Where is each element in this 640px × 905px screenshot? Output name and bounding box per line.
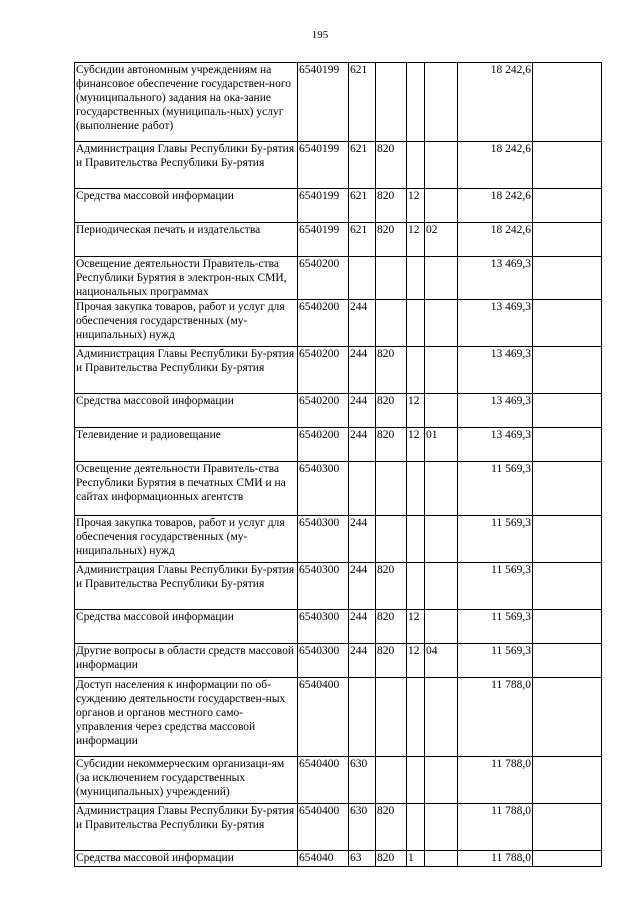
row-grbs: [376, 300, 407, 347]
row-grbs: 820: [376, 563, 407, 610]
row-name: Администрация Главы Республики Бу-рятия и Правительства Республики Бу-рятия: [75, 142, 298, 189]
row-rz: 12: [407, 610, 425, 644]
row-extra: [533, 300, 602, 347]
row-pr: [425, 347, 458, 394]
row-pr: [425, 462, 458, 516]
row-extra: [533, 347, 602, 394]
row-rz: [407, 757, 425, 804]
row-pr: [425, 563, 458, 610]
row-rz: [407, 462, 425, 516]
row-name: Прочая закупка товаров, работ и услуг для обеспечения государственных (му-ниципальных) нужд: [75, 300, 298, 347]
row-rz: 12: [407, 644, 425, 678]
row-amount: 11 788,0: [458, 678, 533, 757]
table-row: [75, 223, 602, 257]
table-row: [75, 462, 602, 516]
row-pr: [425, 142, 458, 189]
row-vr: 630: [349, 804, 376, 851]
row-name: Средства массовой информации: [75, 394, 298, 428]
row-code: 6540199: [298, 142, 349, 189]
row-grbs: 820: [376, 804, 407, 851]
row-rz: [407, 257, 425, 300]
row-name: Доступ населения к информации по об-суждению деятельности государствен-ных органов и органов местного само-управления через средства массовой информации: [75, 678, 298, 757]
table-row: [75, 300, 602, 347]
row-pr: [425, 516, 458, 563]
table-row: [75, 644, 602, 678]
table-row: [75, 189, 602, 223]
row-vr: 244: [349, 347, 376, 394]
row-rz: 12: [407, 189, 425, 223]
row-pr: [425, 851, 458, 867]
row-amount: 11 788,0: [458, 851, 533, 867]
row-extra: [533, 610, 602, 644]
table-row: [75, 257, 602, 300]
row-name: Прочая закупка товаров, работ и услуг для обеспечения государственных (му-ниципальных) нужд: [75, 516, 298, 563]
row-extra: [533, 462, 602, 516]
row-extra: [533, 644, 602, 678]
row-name: Администрация Главы Республики Бу-рятия и Правительства Республики Бу-рятия: [75, 563, 298, 610]
budget-table: [74, 62, 602, 867]
row-grbs: 820: [376, 851, 407, 867]
row-amount: 13 469,3: [458, 347, 533, 394]
row-amount: 13 469,3: [458, 300, 533, 347]
row-rz: [407, 678, 425, 757]
row-name: Телевидение и радиовещание: [75, 428, 298, 462]
row-vr: 621: [349, 142, 376, 189]
row-vr: 244: [349, 300, 376, 347]
row-amount: 18 242,6: [458, 189, 533, 223]
row-amount: 11 569,3: [458, 644, 533, 678]
row-name: Периодическая печать и издательства: [75, 223, 298, 257]
row-name: Другие вопросы в области средств массовой информации: [75, 644, 298, 678]
row-name: Субсидии автономным учреждениям на финансовое обеспечение государствен-ного (муниципального) задания на ока-зание государственных (муниципаль-ных) услуг (выполнение работ): [75, 63, 298, 142]
row-rz: [407, 347, 425, 394]
row-code: 6540400: [298, 804, 349, 851]
row-rz: 12: [407, 428, 425, 462]
row-name: Средства массовой информации: [75, 189, 298, 223]
table-row: [75, 516, 602, 563]
row-amount: 11 569,3: [458, 563, 533, 610]
table-row: [75, 610, 602, 644]
row-grbs: [376, 757, 407, 804]
row-grbs: [376, 516, 407, 563]
row-pr: [425, 257, 458, 300]
row-grbs: [376, 462, 407, 516]
row-vr: [349, 462, 376, 516]
row-rz: 12: [407, 223, 425, 257]
row-pr: [425, 678, 458, 757]
row-amount: 11 788,0: [458, 757, 533, 804]
row-code: 6540199: [298, 189, 349, 223]
row-vr: 244: [349, 610, 376, 644]
row-vr: 244: [349, 428, 376, 462]
row-grbs: [376, 678, 407, 757]
row-vr: 630: [349, 757, 376, 804]
row-code: 6540199: [298, 223, 349, 257]
row-pr: [425, 394, 458, 428]
row-name: Субсидии некоммерческим организаци-ям (за исключением государственных (муниципальных) учреждений): [75, 757, 298, 804]
row-vr: 244: [349, 563, 376, 610]
row-rz: 12: [407, 394, 425, 428]
row-amount: 18 242,6: [458, 63, 533, 142]
row-extra: [533, 516, 602, 563]
row-name: Освещение деятельности Правитель-ства Республики Бурятия в печатных СМИ и на сайтах информационных агентств: [75, 462, 298, 516]
row-vr: 63: [349, 851, 376, 867]
row-code: 6540200: [298, 428, 349, 462]
row-grbs: 820: [376, 394, 407, 428]
row-name: Средства массовой информации: [75, 610, 298, 644]
row-vr: 621: [349, 189, 376, 223]
row-extra: [533, 223, 602, 257]
row-code: 6540300: [298, 563, 349, 610]
row-code: 6540199: [298, 63, 349, 142]
row-extra: [533, 563, 602, 610]
page-number: 195: [311, 29, 329, 41]
row-code: 6540400: [298, 678, 349, 757]
row-extra: [533, 757, 602, 804]
row-grbs: [376, 63, 407, 142]
table-row: [75, 142, 602, 189]
table-row: [75, 851, 602, 867]
row-extra: [533, 394, 602, 428]
row-code: 6540300: [298, 610, 349, 644]
table-row: [75, 563, 602, 610]
row-pr: [425, 63, 458, 142]
row-pr: [425, 189, 458, 223]
row-code: 654040: [298, 851, 349, 867]
row-vr: 244: [349, 644, 376, 678]
row-vr: 244: [349, 516, 376, 563]
row-pr: [425, 757, 458, 804]
row-vr: 244: [349, 394, 376, 428]
table-row: [75, 394, 602, 428]
row-name: Средства массовой информации: [75, 851, 298, 867]
row-grbs: 820: [376, 644, 407, 678]
row-amount: 13 469,3: [458, 428, 533, 462]
row-amount: 18 242,6: [458, 142, 533, 189]
row-code: 6540300: [298, 462, 349, 516]
row-vr: [349, 678, 376, 757]
row-code: 6540300: [298, 644, 349, 678]
row-pr: 01: [425, 428, 458, 462]
row-extra: [533, 428, 602, 462]
row-vr: [349, 257, 376, 300]
row-extra: [533, 142, 602, 189]
row-rz: [407, 563, 425, 610]
row-rz: [407, 142, 425, 189]
row-code: 6540200: [298, 347, 349, 394]
row-code: 6540200: [298, 300, 349, 347]
row-extra: [533, 678, 602, 757]
row-amount: 13 469,3: [458, 257, 533, 300]
row-amount: 13 469,3: [458, 394, 533, 428]
table-row: [75, 678, 602, 757]
row-rz: 1: [407, 851, 425, 867]
row-pr: [425, 610, 458, 644]
row-code: 6540300: [298, 516, 349, 563]
row-extra: [533, 257, 602, 300]
table-row: [75, 428, 602, 462]
row-grbs: 820: [376, 189, 407, 223]
row-pr: 04: [425, 644, 458, 678]
row-extra: [533, 851, 602, 867]
row-rz: [407, 516, 425, 563]
row-amount: 11 788,0: [458, 804, 533, 851]
row-amount: 11 569,3: [458, 462, 533, 516]
row-grbs: [376, 257, 407, 300]
row-rz: [407, 63, 425, 142]
row-amount: 11 569,3: [458, 516, 533, 563]
table-row: [75, 347, 602, 394]
row-grbs: 820: [376, 142, 407, 189]
row-grbs: 820: [376, 428, 407, 462]
row-rz: [407, 300, 425, 347]
row-vr: 621: [349, 223, 376, 257]
row-code: 6540200: [298, 257, 349, 300]
row-amount: 11 569,3: [458, 610, 533, 644]
row-code: 6540400: [298, 757, 349, 804]
row-grbs: 820: [376, 347, 407, 394]
row-amount: 18 242,6: [458, 223, 533, 257]
row-pr: [425, 300, 458, 347]
table-row: [75, 757, 602, 804]
row-pr: [425, 804, 458, 851]
row-name: Администрация Главы Республики Бу-рятия и Правительства Республики Бу-рятия: [75, 804, 298, 851]
row-pr: 02: [425, 223, 458, 257]
row-vr: 621: [349, 63, 376, 142]
table-row: [75, 63, 602, 142]
row-grbs: 820: [376, 223, 407, 257]
table-row: [75, 804, 602, 851]
row-name: Администрация Главы Республики Бу-рятия и Правительства Республики Бу-рятия: [75, 347, 298, 394]
row-rz: [407, 804, 425, 851]
row-extra: [533, 804, 602, 851]
row-code: 6540200: [298, 394, 349, 428]
row-extra: [533, 189, 602, 223]
row-extra: [533, 63, 602, 142]
row-grbs: 820: [376, 610, 407, 644]
row-name: Освещение деятельности Правитель-ства Республики Бурятия в электрон-ных СМИ, национальных программах: [75, 257, 298, 300]
